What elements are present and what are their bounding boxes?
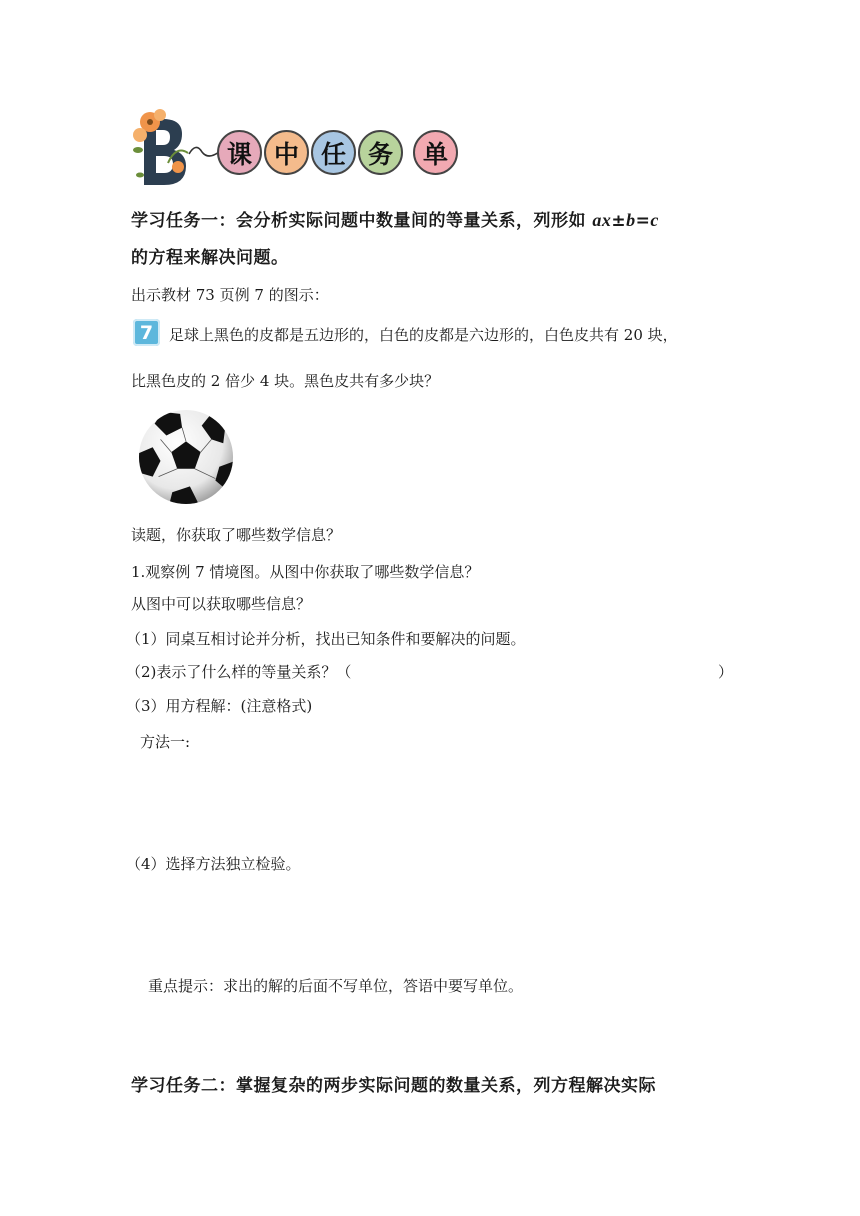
op-plusminus: ± bbox=[611, 211, 627, 231]
step-1: （1）同桌互相讨论并分析，找出已知条件和要解决的问题。 bbox=[126, 630, 526, 648]
banner-char-4: 务 bbox=[358, 130, 403, 175]
intro-text: 出示教材 73 页例 7 的图示： bbox=[131, 286, 329, 304]
step-2-close-paren: ） bbox=[718, 663, 734, 681]
banner-char-1: 课 bbox=[217, 130, 262, 175]
question-1: 1.观察例 7 情境图。从图中你获取了哪些数学信息？ bbox=[131, 563, 480, 581]
banner-char-2: 中 bbox=[264, 130, 309, 175]
step-2: （2)表示了什么样的等量关系？（ bbox=[126, 663, 352, 681]
example-line1: 足球上黑色的皮都是五边形的，白色的皮都是六边形的，白色皮共有 20 块， bbox=[169, 326, 678, 344]
example-line2: 比黑色皮的 2 倍少 4 块。黑色皮共有多少块？ bbox=[131, 372, 440, 390]
task2-heading: 学习任务二：掌握复杂的两步实际问题的数量关系，列方程解决实际 bbox=[131, 1076, 656, 1096]
method-1: 方法一: bbox=[140, 733, 191, 751]
soccer-ball-icon bbox=[137, 408, 235, 506]
var-c: c bbox=[650, 210, 659, 230]
banner-char-3: 任 bbox=[311, 130, 356, 175]
op-equals: = bbox=[635, 211, 651, 231]
step-3: （3）用方程解：(注意格式) bbox=[126, 697, 313, 715]
connector-line-icon bbox=[188, 140, 220, 160]
task1-heading-line1 bbox=[131, 206, 659, 231]
task1-heading-prefix: 学习任务一：会分析实际问题中数量间的等量关系，列形如 bbox=[131, 211, 593, 231]
key-tip: 重点提示：求出的解的后面不写单位，答语中要写单位。 bbox=[148, 977, 524, 995]
flower-b-logo-icon bbox=[130, 105, 192, 189]
example-number-badge: 7 bbox=[133, 319, 160, 346]
banner-char-5: 单 bbox=[413, 130, 458, 175]
task1-heading-line2: 的方程来解决问题。 bbox=[131, 248, 289, 268]
var-b: b bbox=[626, 210, 636, 230]
question-info: 从图中可以获取哪些信息？ bbox=[131, 595, 312, 613]
question-read: 读题，你获取了哪些数学信息？ bbox=[131, 526, 342, 544]
step-4: （4）选择方法独立检验。 bbox=[126, 855, 301, 873]
var-ax: ax bbox=[592, 210, 612, 230]
